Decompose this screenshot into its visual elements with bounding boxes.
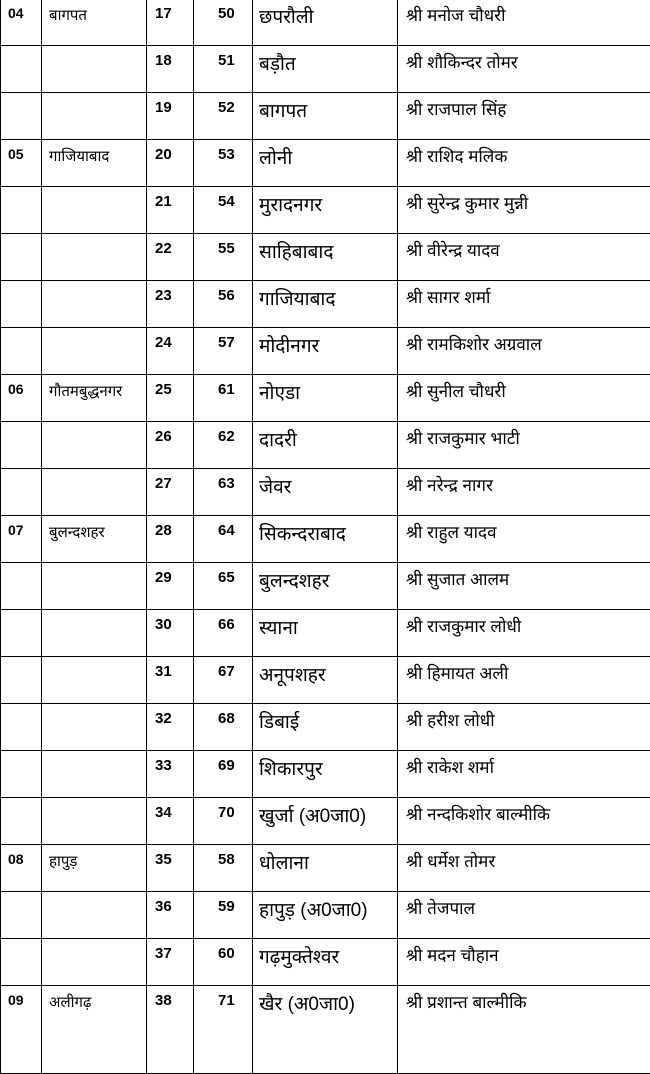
constituency-number-cell: 69 xyxy=(194,751,253,798)
table-row xyxy=(1,986,650,1074)
candidate-name-cell: श्री हरीश लोधी xyxy=(398,704,650,751)
district-name-cell: हापुड़ xyxy=(42,845,147,892)
table-row xyxy=(1,657,650,704)
district-number-cell xyxy=(1,751,42,798)
district-number-cell xyxy=(1,469,42,516)
table-row xyxy=(1,0,650,46)
district-name-cell: बुलन्दशहर xyxy=(42,516,147,563)
candidate-name-cell: श्री राजकुमार भाटी xyxy=(398,422,650,469)
table-row xyxy=(1,845,650,892)
district-name-cell: अलीगढ़ xyxy=(42,986,147,1074)
constituency-name-cell: गाजियाबाद xyxy=(253,281,398,328)
candidate-name-cell: श्री शौकिन्दर तोमर xyxy=(398,46,650,93)
constituency-number-cell: 59 xyxy=(194,892,253,939)
constituency-name-cell: जेवर xyxy=(253,469,398,516)
constituency-number-cell: 65 xyxy=(194,563,253,610)
serial-number-cell: 23 xyxy=(147,281,194,328)
table-row xyxy=(1,93,650,140)
candidate-name-cell: श्री राजकुमार लोधी xyxy=(398,610,650,657)
district-name-cell xyxy=(42,751,147,798)
serial-number-cell: 36 xyxy=(147,892,194,939)
constituency-name-cell: डिबाई xyxy=(253,704,398,751)
district-name-cell xyxy=(42,704,147,751)
district-name-cell xyxy=(42,610,147,657)
table-row xyxy=(1,704,650,751)
candidate-table-body xyxy=(1,0,650,1074)
constituency-name-cell: अनूपशहर xyxy=(253,657,398,704)
constituency-number-cell: 51 xyxy=(194,46,253,93)
table-row xyxy=(1,751,650,798)
district-name-cell xyxy=(42,563,147,610)
district-name-cell: गौतमबुद्धनगर xyxy=(42,375,147,422)
table-row xyxy=(1,798,650,845)
serial-number-cell: 34 xyxy=(147,798,194,845)
district-number-cell: 05 xyxy=(1,140,42,187)
district-number-cell: 06 xyxy=(1,375,42,422)
district-number-cell xyxy=(1,610,42,657)
constituency-number-cell: 62 xyxy=(194,422,253,469)
constituency-number-cell: 50 xyxy=(194,0,253,46)
serial-number-cell: 38 xyxy=(147,986,194,1074)
district-number-cell xyxy=(1,46,42,93)
candidate-name-cell: श्री प्रशान्त बाल्मीकि xyxy=(398,986,650,1074)
constituency-name-cell: दादरी xyxy=(253,422,398,469)
constituency-number-cell: 61 xyxy=(194,375,253,422)
table-row xyxy=(1,234,650,281)
constituency-number-cell: 68 xyxy=(194,704,253,751)
table-row xyxy=(1,328,650,375)
constituency-name-cell: साहिबाबाद xyxy=(253,234,398,281)
constituency-number-cell: 64 xyxy=(194,516,253,563)
constituency-name-cell: गढ़मुक्तेश्वर xyxy=(253,939,398,986)
table-row xyxy=(1,281,650,328)
district-number-cell xyxy=(1,93,42,140)
table-row xyxy=(1,187,650,234)
district-number-cell: 09 xyxy=(1,986,42,1074)
constituency-name-cell: नोएडा xyxy=(253,375,398,422)
candidate-name-cell: श्री तेजपाल xyxy=(398,892,650,939)
district-name-cell xyxy=(42,234,147,281)
candidate-name-cell: श्री सुजात आलम xyxy=(398,563,650,610)
constituency-number-cell: 55 xyxy=(194,234,253,281)
constituency-name-cell: मोदीनगर xyxy=(253,328,398,375)
serial-number-cell: 19 xyxy=(147,93,194,140)
serial-number-cell: 37 xyxy=(147,939,194,986)
constituency-number-cell: 57 xyxy=(194,328,253,375)
table-row xyxy=(1,375,650,422)
constituency-number-cell: 67 xyxy=(194,657,253,704)
constituency-number-cell: 66 xyxy=(194,610,253,657)
candidate-name-cell: श्री राजपाल सिंह xyxy=(398,93,650,140)
district-number-cell xyxy=(1,281,42,328)
district-number-cell xyxy=(1,939,42,986)
candidate-name-cell: श्री राकेश शर्मा xyxy=(398,751,650,798)
table-row xyxy=(1,939,650,986)
serial-number-cell: 21 xyxy=(147,187,194,234)
constituency-name-cell: सिकन्दराबाद xyxy=(253,516,398,563)
serial-number-cell: 24 xyxy=(147,328,194,375)
district-number-cell xyxy=(1,657,42,704)
district-name-cell: गाजियाबाद xyxy=(42,140,147,187)
serial-number-cell: 35 xyxy=(147,845,194,892)
district-name-cell xyxy=(42,469,147,516)
district-name-cell xyxy=(42,187,147,234)
serial-number-cell: 31 xyxy=(147,657,194,704)
constituency-name-cell: लोनी xyxy=(253,140,398,187)
serial-number-cell: 26 xyxy=(147,422,194,469)
district-name-cell xyxy=(42,93,147,140)
constituency-name-cell: छपरौली xyxy=(253,0,398,46)
constituency-number-cell: 58 xyxy=(194,845,253,892)
constituency-name-cell: हापुड़ (अ0जा0) xyxy=(253,892,398,939)
candidate-name-cell: श्री हिमायत अली xyxy=(398,657,650,704)
serial-number-cell: 28 xyxy=(147,516,194,563)
candidate-name-cell: श्री राशिद मलिक xyxy=(398,140,650,187)
district-name-cell xyxy=(42,892,147,939)
district-name-cell xyxy=(42,281,147,328)
constituency-name-cell: धोलाना xyxy=(253,845,398,892)
constituency-number-cell: 56 xyxy=(194,281,253,328)
district-number-cell xyxy=(1,563,42,610)
candidate-name-cell: श्री सुरेन्द्र कुमार मुन्नी xyxy=(398,187,650,234)
constituency-number-cell: 71 xyxy=(194,986,253,1074)
candidate-name-cell: श्री सागर शर्मा xyxy=(398,281,650,328)
table-row xyxy=(1,516,650,563)
table-row xyxy=(1,140,650,187)
district-number-cell xyxy=(1,234,42,281)
candidate-name-cell: श्री नन्दकिशोर बाल्मीकि xyxy=(398,798,650,845)
constituency-name-cell: खैर (अ0जा0) xyxy=(253,986,398,1074)
district-number-cell: 08 xyxy=(1,845,42,892)
candidate-name-cell: श्री धर्मेश तोमर xyxy=(398,845,650,892)
candidate-name-cell: श्री वीरेन्द्र यादव xyxy=(398,234,650,281)
constituency-number-cell: 70 xyxy=(194,798,253,845)
table-row xyxy=(1,610,650,657)
constituency-name-cell: बुलन्दशहर xyxy=(253,563,398,610)
district-number-cell xyxy=(1,187,42,234)
constituency-name-cell: बड़ौत xyxy=(253,46,398,93)
serial-number-cell: 17 xyxy=(147,0,194,46)
district-name-cell xyxy=(42,422,147,469)
table-row xyxy=(1,46,650,93)
district-number-cell xyxy=(1,422,42,469)
district-number-cell xyxy=(1,892,42,939)
table-row xyxy=(1,422,650,469)
district-number-cell: 04 xyxy=(1,0,42,46)
constituency-name-cell: मुरादनगर xyxy=(253,187,398,234)
serial-number-cell: 22 xyxy=(147,234,194,281)
district-name-cell xyxy=(42,328,147,375)
serial-number-cell: 30 xyxy=(147,610,194,657)
serial-number-cell: 33 xyxy=(147,751,194,798)
constituency-number-cell: 53 xyxy=(194,140,253,187)
constituency-name-cell: स्याना xyxy=(253,610,398,657)
candidate-name-cell: श्री राहुल यादव xyxy=(398,516,650,563)
candidate-name-cell: श्री रामकिशोर अग्रवाल xyxy=(398,328,650,375)
constituency-name-cell: खुर्जा (अ0जा0) xyxy=(253,798,398,845)
serial-number-cell: 29 xyxy=(147,563,194,610)
serial-number-cell: 20 xyxy=(147,140,194,187)
district-number-cell: 07 xyxy=(1,516,42,563)
serial-number-cell: 18 xyxy=(147,46,194,93)
table-row xyxy=(1,469,650,516)
table-row xyxy=(1,892,650,939)
district-name-cell xyxy=(42,657,147,704)
district-name-cell: बागपत xyxy=(42,0,147,46)
candidate-name-cell: श्री नरेन्द्र नागर xyxy=(398,469,650,516)
candidate-name-cell: श्री मनोज चौधरी xyxy=(398,0,650,46)
district-number-cell xyxy=(1,328,42,375)
table-row xyxy=(1,563,650,610)
serial-number-cell: 32 xyxy=(147,704,194,751)
candidate-name-cell: श्री मदन चौहान xyxy=(398,939,650,986)
constituency-name-cell: बागपत xyxy=(253,93,398,140)
candidate-name-cell: श्री सुनील चौधरी xyxy=(398,375,650,422)
district-name-cell xyxy=(42,798,147,845)
constituency-number-cell: 63 xyxy=(194,469,253,516)
district-name-cell xyxy=(42,46,147,93)
district-number-cell xyxy=(1,704,42,751)
constituency-number-cell: 54 xyxy=(194,187,253,234)
district-name-cell xyxy=(42,939,147,986)
constituency-number-cell: 60 xyxy=(194,939,253,986)
district-number-cell xyxy=(1,798,42,845)
serial-number-cell: 27 xyxy=(147,469,194,516)
serial-number-cell: 25 xyxy=(147,375,194,422)
constituency-number-cell: 52 xyxy=(194,93,253,140)
constituency-name-cell: शिकारपुर xyxy=(253,751,398,798)
